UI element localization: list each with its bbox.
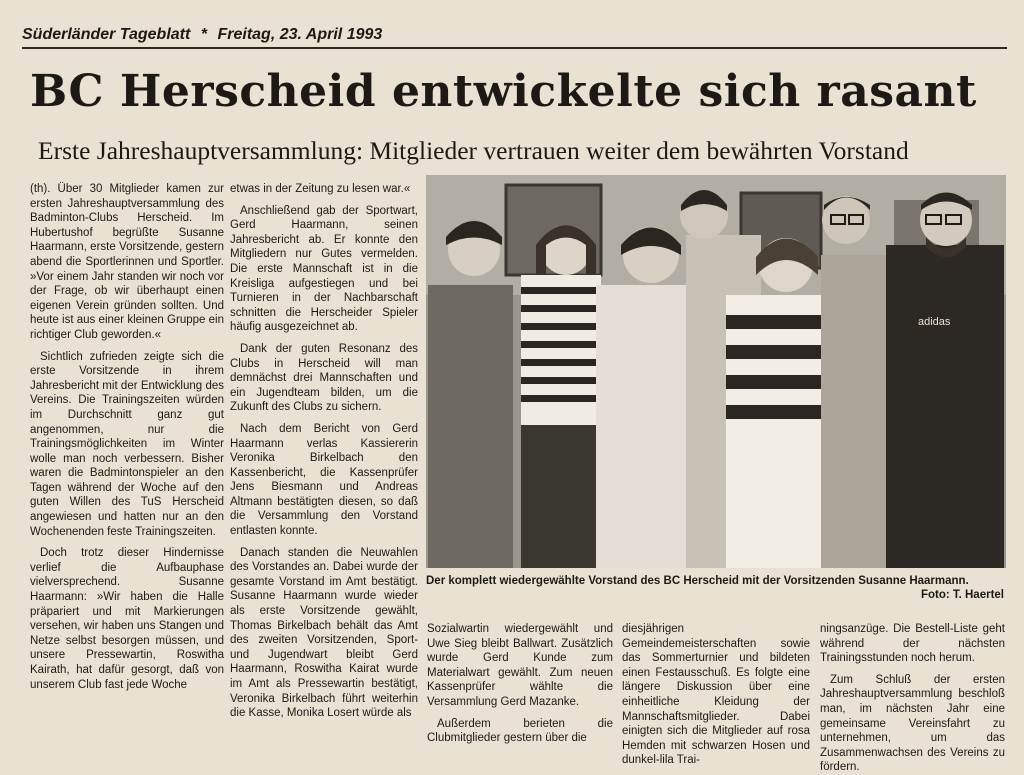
- article-column-3: [427, 622, 613, 767]
- group-photo: [426, 175, 1006, 568]
- issue-date: Freitag, 23. April 1993: [217, 26, 383, 43]
- paragraph: Doch trotz dieser Hindernisse verlief die Aufbauphase vielversprechend. Susanne Haarmann: »Wir haben die Halle präpariert und mit Markierungen versehen, wir haben uns Stangen und Netze selbst besorgen müssen, und unsere Pressewartin, Roswitha Kairath, hat dafür gesorgt, daß von unserem Club fast jede Woche: [30, 547, 224, 691]
- paragraph: ningsanzüge. Die Bestell-Liste geht während der nächsten Trainingsstunden noch herum.: [820, 623, 1005, 665]
- paragraph: (th). Über 30 Mitglieder kamen zur ersten Jahreshauptversammlung des Badminton-Clubs Herscheid. Im Hubertushof begrüßte Susanne Haarmann, erste Vorsitzende, gestern abend die Sportlerinnen und Sportler. »Vor einem Jahr standen wir noch vor der Frage, ob wir überhaupt einen eigenen Verein gründen sollten. Und heute ist aus einer kleinen Gruppe ein richtiger Club geworden.«: [30, 183, 224, 341]
- paragraph: Zum Schluß der ersten Jahreshauptversammlung beschloß man, im nächsten Jahr eine gemeinsame Vereinsfahrt zu unternehmen, um das Zusammenwachsen des Vereins zu fördern.: [820, 673, 1005, 774]
- article-column-4: [622, 622, 810, 767]
- paragraph: etwas in der Zeitung zu lesen war.«: [230, 183, 411, 195]
- paragraph: Sozialwartin wiedergewählt und Uwe Sieg bleibt Ballwart. Zusätzlich wurde Gerd Kunde zum Materialwart gewählt. Zum neuen Kassenprüfer wählte die Versammlung Gerd Mazanke.: [427, 623, 613, 708]
- article-column-2: [230, 182, 418, 767]
- shirt-logo-text: adidas: [918, 316, 951, 328]
- paragraph: Außerdem berieten die Clubmitglieder gestern über die: [427, 717, 613, 745]
- masthead-rule: [22, 47, 1007, 49]
- paragraph: Danach standen die Neuwahlen des Vorstandes an. Dabei wurde der gesamte Vorstand im Amt bestätigt. Susanne Haarmann wurde wieder als erste Vorsitzende gewählt, Thomas Birkelbach behält das Amt des zweiten Vorsitzenden, Sport- und Jugendwart bleibt Gerd Haarmann, Roswitha Kairat wurde im Amt als Pressewartin bestätigt, Veronika Birkelbach führt weiterhin die Kasse, Monika Losert würde als: [230, 546, 418, 720]
- article-column-5: [820, 622, 1005, 774]
- group-photo-image: [426, 175, 1006, 568]
- caption-text: Der komplett wiedergewählte Vorstand des BC Herscheid mit der Vorsitzenden Susanne Haarmann.: [426, 575, 969, 587]
- paragraph: Dank der guten Resonanz des Clubs in Herscheid will man demnächst drei Mannschaften und ein Jugendteam bilden, um die Zukunft des Clubs zu sichern.: [230, 342, 418, 414]
- masthead-separator: *: [200, 26, 208, 43]
- headline: BC Herscheid entwickelte sich rasant: [30, 66, 977, 117]
- paragraph: Sichtlich zufrieden zeigte sich die erste Vorsitzende in ihrem Jahresbericht mit der Entwicklung des Vereins. Die Trainingszeiten würden im Durchschnitt ganz gut angenommen, nur die Trainingsmöglichkeiten im Winter wolle man noch verbessern. Bisher waren die Badmintonspieler an den Tagen während der Woche auf den guten Willen des TuS Herscheid angewiesen und hatten nur an den Wochenenden feste Trainingszeiten.: [30, 350, 224, 538]
- masthead: [22, 22, 1007, 48]
- photo-credit: Foto: T. Haertel: [920, 589, 1004, 601]
- newspaper-name: Süderländer Tageblatt: [22, 26, 191, 43]
- subheadline: Erste Jahreshauptversammlung: Mitglieder vertrauen weiter dem bewährten Vorstand: [38, 136, 909, 165]
- paragraph: diesjährigen Gemeindemeisterschaften sowie das Sommerturnier und bildeten einen Festausschuß. Es folgte eine längere Diskussion über eine einheitliche Kleidung der Mannschaftsmitglieder. Dabei einigten sich die Mitglieder auf rosa Hemden mit schwarzen Hosen und dunkel-lila Trai-: [622, 623, 810, 767]
- article-column-1: [30, 182, 224, 767]
- paragraph: Anschließend gab der Sportwart, Gerd Haarmann, seinen Jahresbericht ab. Er konnte den Mitgliedern nur Gutes vermelden. Die erste Mannschaft ist in die Kreisliga aufgestiegen und bei Turnieren in der Nachbarschaft schnitten die Herscheider Spieler häufig ausgezeichnet ab.: [230, 204, 418, 334]
- paragraph: Nach dem Bericht von Gerd Haarmann verlas Kassiererin Veronika Birkelbach den Kassenbericht, die Kassenprüfer Jens Biesmann und Andreas Altmann bestätigten diesen, so daß die Versammlung den Vorstand entlasten konnte.: [230, 422, 418, 538]
- photo-caption: [426, 574, 1006, 614]
